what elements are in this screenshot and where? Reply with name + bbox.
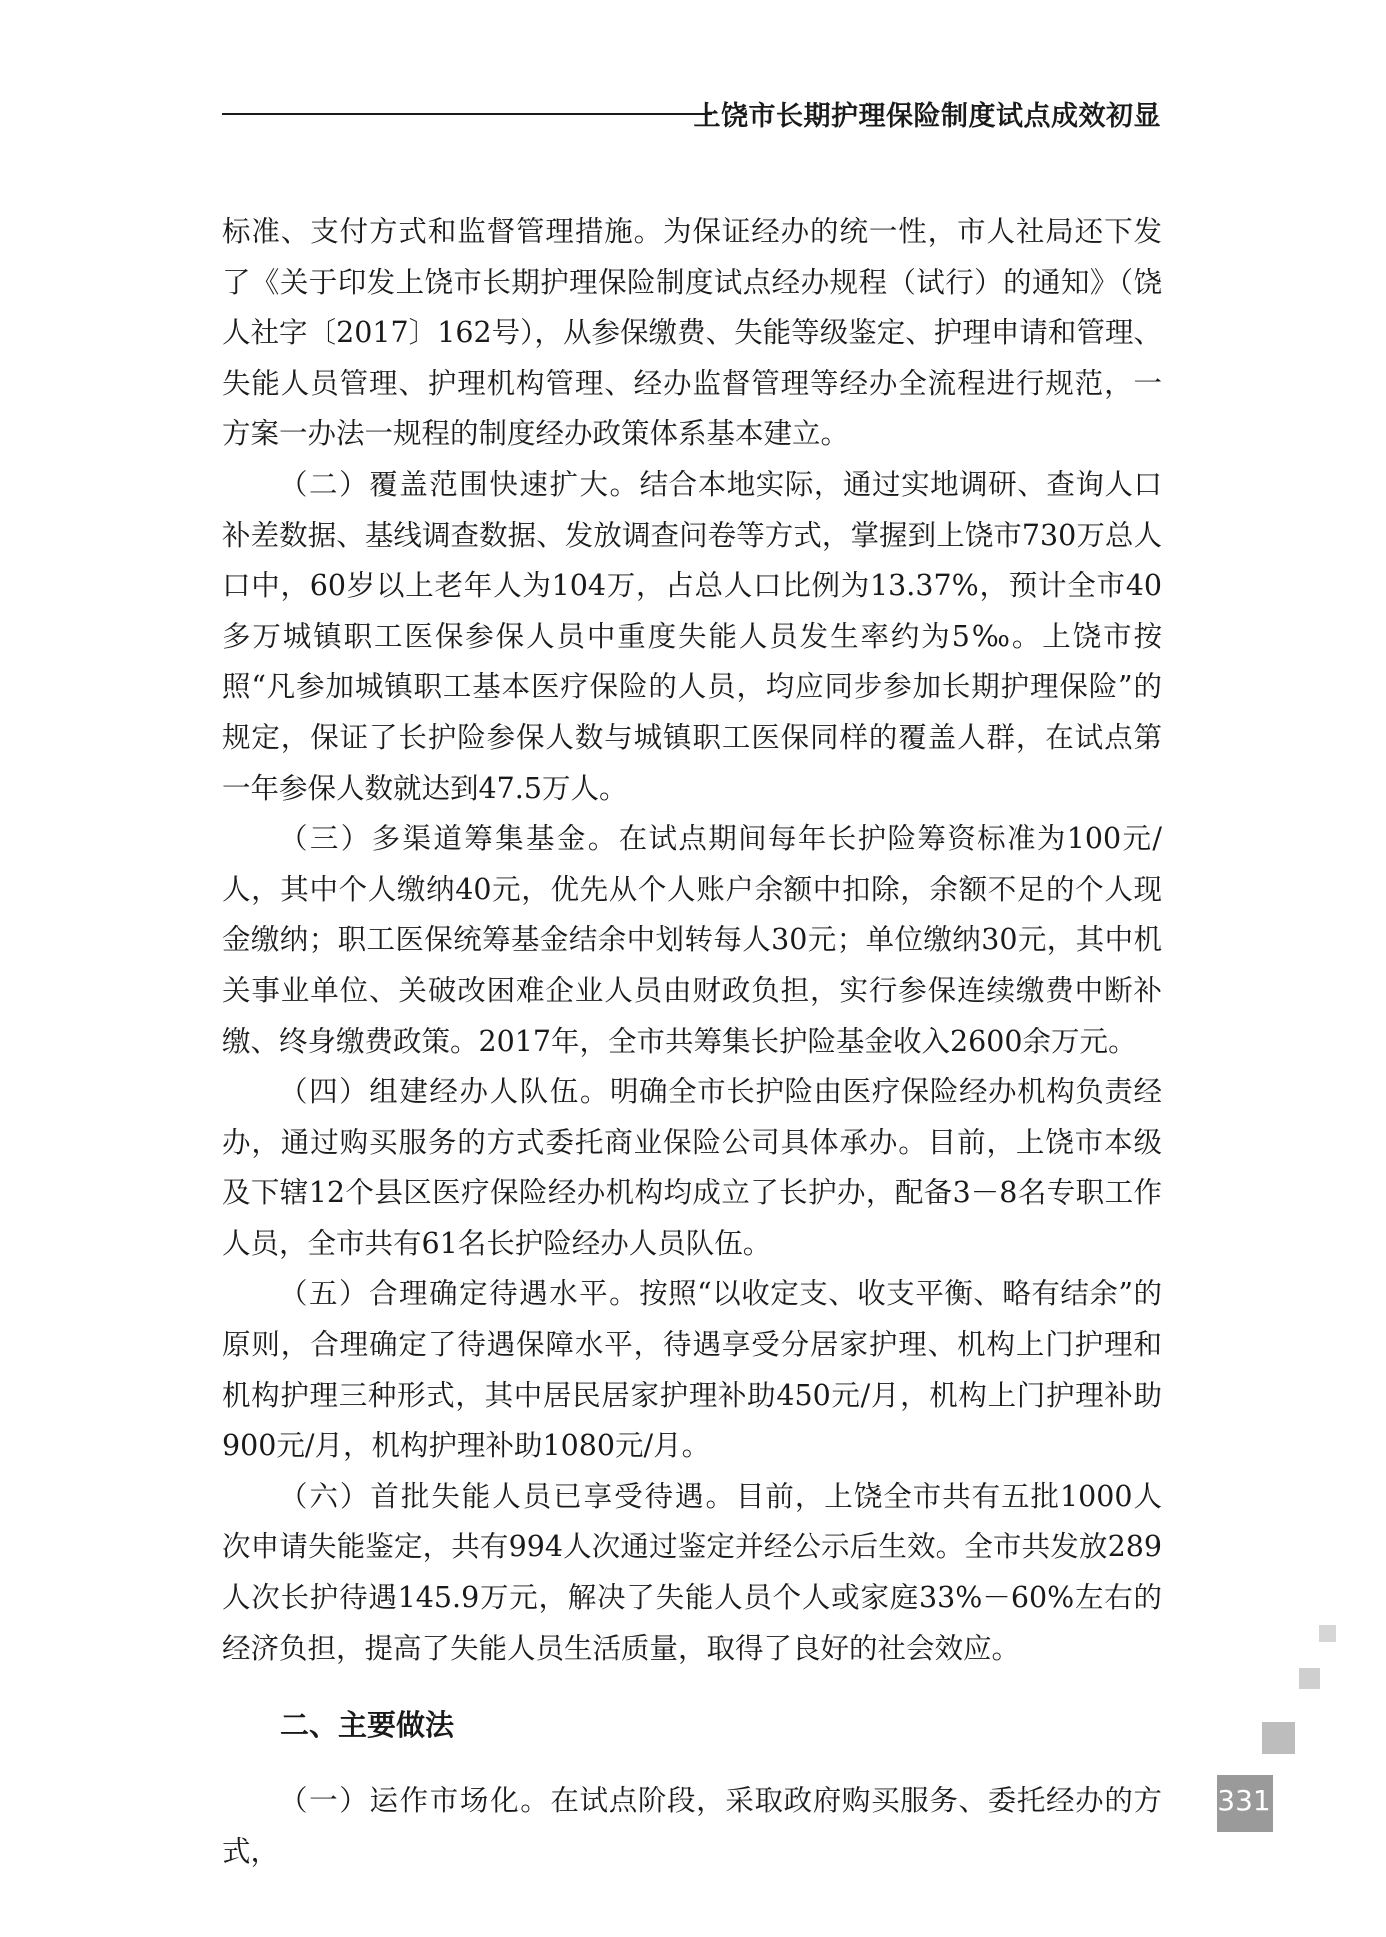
decorative-square: [1319, 1625, 1336, 1642]
paragraph-text: 在试点期间每年长护险筹资标准为100元/人，其中个人缴纳40元，优先从个人账户余额中扣除，余额不足的个人现金缴纳；职工医保统筹基金结余中划转每人30元；单位缴纳30元，其中机关事业单位、关破改困难企业人员由财政负担，实行参保连续缴费中断补缴、终身缴费政策。2017年，全市共筹集长护险基金收入2600余万元。: [222, 822, 1162, 1058]
page-number: 331: [1217, 1784, 1271, 1817]
paragraph-text: 按照“以收定支、收支平衡、略有结余”的原则，合理确定了待遇保障水平，待遇享受分居家护理、机构上门护理和机构护理三种形式，其中居民居家护理补助450元/月，机构上门护理补助900元/月，机构护理补助1080元/月。: [222, 1277, 1162, 1463]
paragraph-lead: （一）运作市场化。: [279, 1784, 551, 1818]
decorative-square: [1262, 1722, 1295, 1754]
paragraph-staff: [222, 1067, 1162, 1269]
paragraph-text: 明确全市长护险由医疗保险经办机构负责经办，通过购买服务的方式委托商业保险公司具体承办。目前，上饶市本级及下辖12个县区医疗保险经办机构均成立了长护办，配备3－8名专职工作人员，全市共有61名长护险经办人员队伍。: [222, 1075, 1162, 1260]
paragraph-text: 标准、支付方式和监督管理措施。为保证经办的统一性，市人社局还下发了《关于印发上饶市长期护理保险制度试点经办规程（试行）的通知》（饶人社字〔2017〕162号），从参保缴费、失能等级鉴定、护理申请和管理、失能人员管理、护理机构管理、经办监督管理等经办全流程进行规范，一方案一办法一规程的制度经办政策体系基本建立。: [222, 215, 1162, 451]
paragraph-text: 结合本地实际，通过实地调研、查询人口补差数据、基线调查数据、发放调查问卷等方式，掌握到上饶市730万总人口中，60岁以上老年人为104万，占总人口比例为13.37%，预计全市40多万城镇职工医保参保人员中重度失能人员发生率约为5‰。上饶市按照“凡参加城镇职工基本医疗保险的人员，均应同步参加长期护理保险”的规定，保证了长护险参保人数与城镇职工医保同样的覆盖人群，在试点第一年参保人数就达到47.5万人。: [222, 467, 1162, 805]
paragraph-text: 在试点阶段，采取政府购买服务、委托经办的方式，: [222, 1784, 1162, 1868]
paragraph-funding: [222, 814, 1162, 1067]
paragraph-coverage: [222, 460, 1162, 814]
paragraph-lead: （三）多渠道筹集基金。: [279, 822, 619, 856]
paragraph-lead: （四）组建经办人队伍。: [279, 1075, 610, 1109]
body-text: [222, 207, 1162, 1877]
header-rule: [222, 113, 712, 115]
paragraph-lead: （五）合理确定待遇水平。: [279, 1277, 640, 1311]
paragraph-lead: （六）首批失能人员已享受待遇。: [279, 1479, 736, 1513]
paragraph-market-operation: [222, 1776, 1162, 1877]
section-heading: 二、主要做法: [280, 1708, 455, 1743]
paragraph-text: 目前，上饶全市共有五批1000人次申请失能鉴定，共有994人次通过鉴定并经公示后生效。全市共发放289人次长护待遇145.9万元，解决了失能人员个人或家庭33%－60%左右的经济负担，提高了失能人员生活质量，取得了良好的社会效应。: [222, 1479, 1162, 1665]
paragraph-first-batch: [222, 1472, 1162, 1674]
paragraph-continuation: [222, 207, 1162, 460]
decorative-square: [1299, 1668, 1320, 1689]
paragraph-benefit-level: [222, 1269, 1162, 1471]
paragraph-lead: （二）覆盖范围快速扩大。: [279, 467, 640, 501]
running-header-title: 上饶市长期护理保险制度试点成效初显: [693, 101, 1161, 132]
